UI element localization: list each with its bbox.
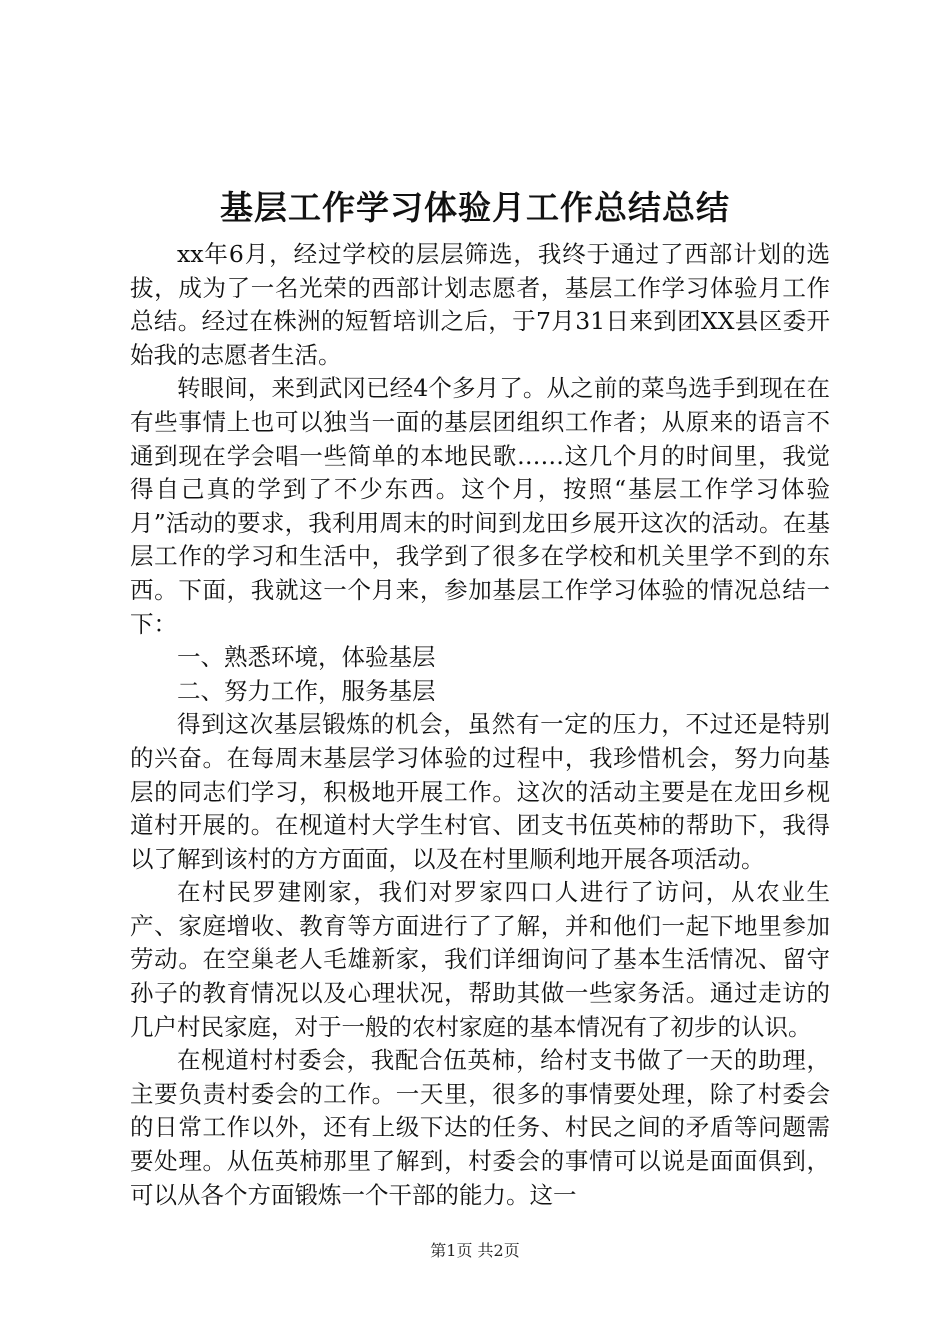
paragraph-2: 转眼间，来到武冈已经4个多月了。从之前的菜鸟选手到现在在有些事情上也可以独当一面的基层团组织工作者；从原来的语言不通到现在学会唱一些简单的本地民歌……这几个月的时间里，我觉得自己真的学到了不少东西。这个月，按照“基层工作学习体验月”活动的要求，我利用周末的时间到龙田乡展开这次的活动。在基层工作的学习和生活中，我学到了很多在学校和机关里学不到的东西。下面，我就这一个月来，参加基层工作学习体验的情况总结一下： — [130, 374, 830, 638]
paragraph-3: 得到这次基层锻炼的机会，虽然有一定的压力，不过还是特别的兴奋。在每周末基层学习体验的过程中，我珍惜机会，努力向基层的同志们学习，积极地开展工作。这次的活动主要是在龙田乡枧道村开展的。在枧道村大学生村官、团支书伍英柿的帮助下，我得以了解到该村的方方面面，以及在村里顺利地开展各项活动。 — [130, 710, 830, 873]
document-body — [130, 238, 830, 1212]
paragraph-4: 在村民罗建刚家，我们对罗家四口人进行了访问，从农业生产、家庭增收、教育等方面进行了了解，并和他们一起下地里参加劳动。在空巢老人毛雄新家，我们详细询问了基本生活情况、留守孙子的教育情况以及心理状况，帮助其做一些家务活。通过走访的几户村民家庭，对于一般的农村家庭的基本情况有了初步的认识。 — [130, 878, 830, 1041]
document-title: 基层工作学习体验月工作总结总结 — [220, 188, 730, 227]
section-heading-2: 二、努力工作，服务基层 — [177, 676, 436, 705]
paragraph-5: 在枧道村村委会，我配合伍英柿，给村支书做了一天的助理，主要负责村委会的工作。一天里，很多的事情要处理，除了村委会的日常工作以外，还有上级下达的任务、村民之间的矛盾等问题需要处理。从伍英柿那里了解到，村委会的事情可以说是面面俱到，可以从各个方面锻炼一个干部的能力。这一 — [130, 1046, 830, 1209]
section-heading-1: 一、熟悉环境，体验基层 — [177, 643, 436, 672]
paragraph-1: xx年6月，经过学校的层层筛选，我终于通过了西部计划的选拔，成为了一名光荣的西部计划志愿者，基层工作学习体验月工作总结。经过在株洲的短暂培训之后，于7月31日来到团XX县区委开始我的志愿者生活。 — [130, 240, 830, 369]
page-footer: 第1页 共2页 — [430, 1241, 520, 1260]
